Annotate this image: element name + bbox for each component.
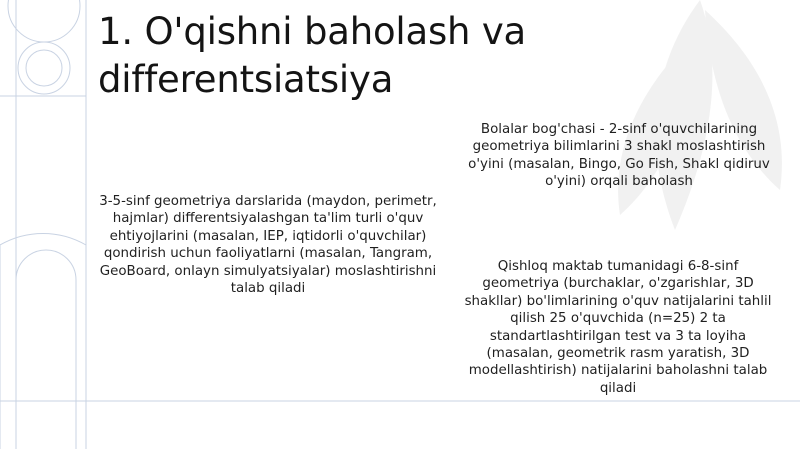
text-block-rural-outcomes-analysis: Qishloq maktab tumanidagi 6-8-sinf geometriya (burchaklar, o'zgarishlar, 3D shakllar) bo'limlarining o'quv natijalarini tahlil qilish 25 o'quvchida (n=25) 2 ta standartlashtirilgan test va 3 ta loyiha (masalan, geometrik rasm yaratish, 3D modellashtirish) natijalarini baholashni talab qiladi — [464, 259, 772, 396]
text-block-differentiated-instruction: 3-5-sinf geometriya darslarida (maydon, perimetr, hajmlar) differentsiyalashgan ta'lim turli o'quv ehtiyojlarini (masalan, IEP, iqtidorli o'quvchilar) qondirish uchun faoliyatlarni (masalan, Tangram, GeoBoard, onlayn simulyatsiyalar) moslashtirishni talab qiladi — [99, 194, 437, 297]
slide-title: 1. O'qishni baholash va differentsiatsiya — [98, 10, 527, 101]
text-block-kindergarten-assessment: Bolalar bog'chasi - 2-sinf o'quvchilarining geometriya bilimlarini 3 shakl moslashtirish o'yini (masalan, Bingo, Go Fish, Shakl qidiruv o'yini) orqali baholash — [468, 122, 770, 190]
top-circle — [8, 0, 80, 42]
middle-circle-inner — [26, 50, 62, 86]
arch-outer — [0, 233, 86, 449]
arch-inner — [16, 250, 76, 449]
